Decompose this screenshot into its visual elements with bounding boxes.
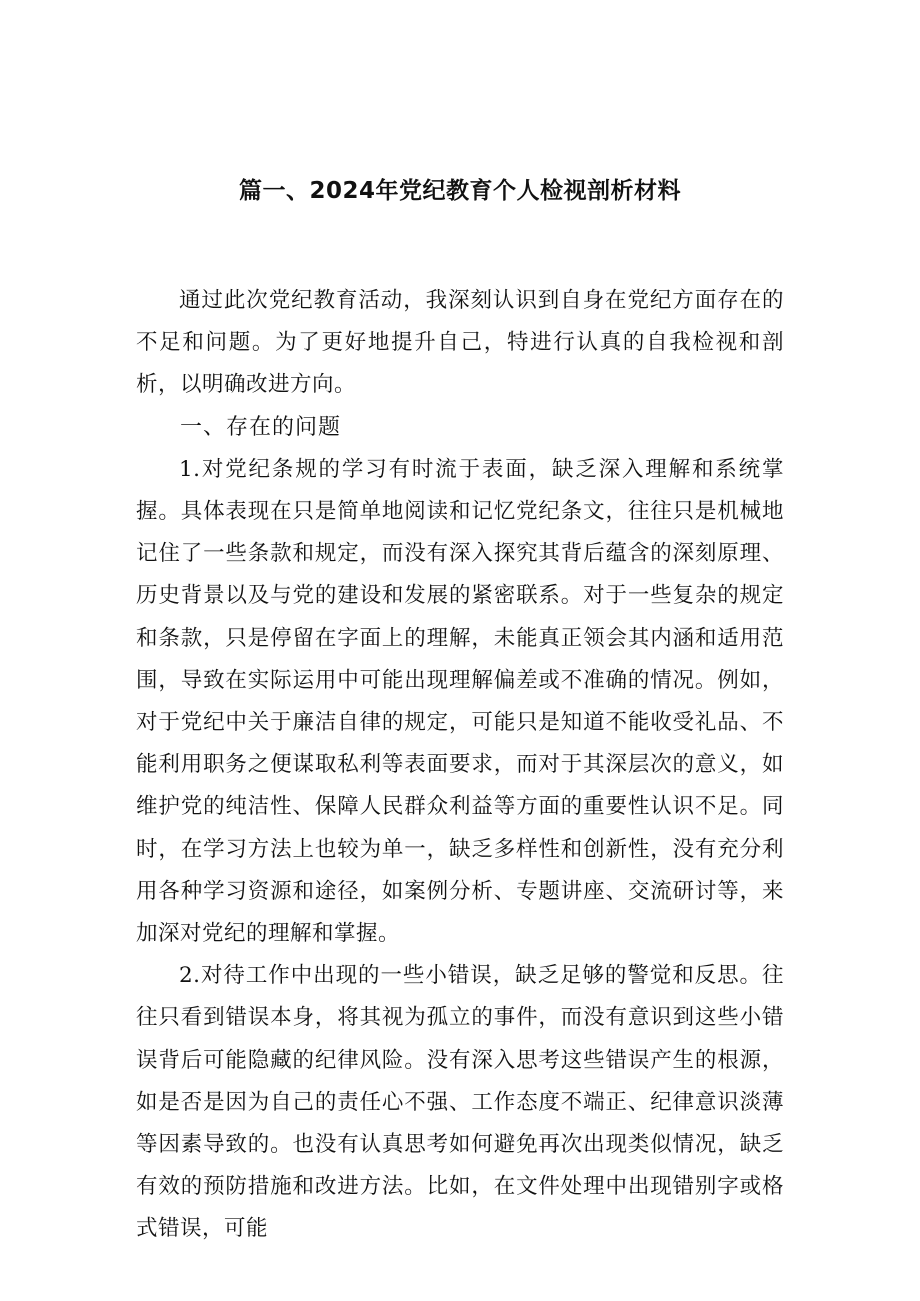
paragraph-item-2: 2.对待工作中出现的一些小错误，缺乏足够的警觉和反思。往往只看到错误本身，将其视为孤立的事件，而没有意识到这些小错误背后可能隐藏的纪律风险。没有深入思考这些错误产生的根源，如是否是因为自己的责任心不强、工作态度不端正、纪律意识淡薄等因素导致的。也没有认真思考如何避免再次出现类似情况，缺乏有效的预防措施和改进方法。比如，在文件处理中出现错别字或格式错误，可能 <box>136 963 784 1242</box>
intro-paragraph: 通过此次党纪教育活动，我深刻认识到自身在党纪方面存在的不足和问题。为了更好地提升自己，特进行认真的自我检视和剖析，以明确改进方向。 <box>136 288 784 398</box>
section-heading: 一、存在的问题 <box>180 414 342 440</box>
document-title: 篇一、2024年党纪教育个人检视剖析材料 <box>238 178 681 204</box>
document-body <box>136 280 784 1251</box>
paragraph-item-1: 1.对党纪条规的学习有时流于表面，缺乏深入理解和系统掌握。具体表现在只是简单地阅读和记忆党纪条文，往往只是机械地记住了一些条款和规定，而没有深入探究其背后蕴含的深刻原理、历史背景以及与党的建设和发展的紧密联系。对于一些复杂的规定和条款，只是停留在字面上的理解，未能真正领会其内涵和适用范围，导致在实际运用中可能出现理解偏差或不准确的情况。例如，对于党纪中关于廉洁自律的规定，可能只是知道不能收受礼品、不能利用职务之便谋取私利等表面要求，而对于其深层次的意义，如维护党的纯洁性、保障人民群众利益等方面的重要性认识不足。同时，在学习方法上也较为单一，缺乏多样性和创新性，没有充分利用各种学习资源和途径，如案例分析、专题讲座、交流研讨等，来加深对党纪的理解和掌握。 <box>136 456 784 947</box>
